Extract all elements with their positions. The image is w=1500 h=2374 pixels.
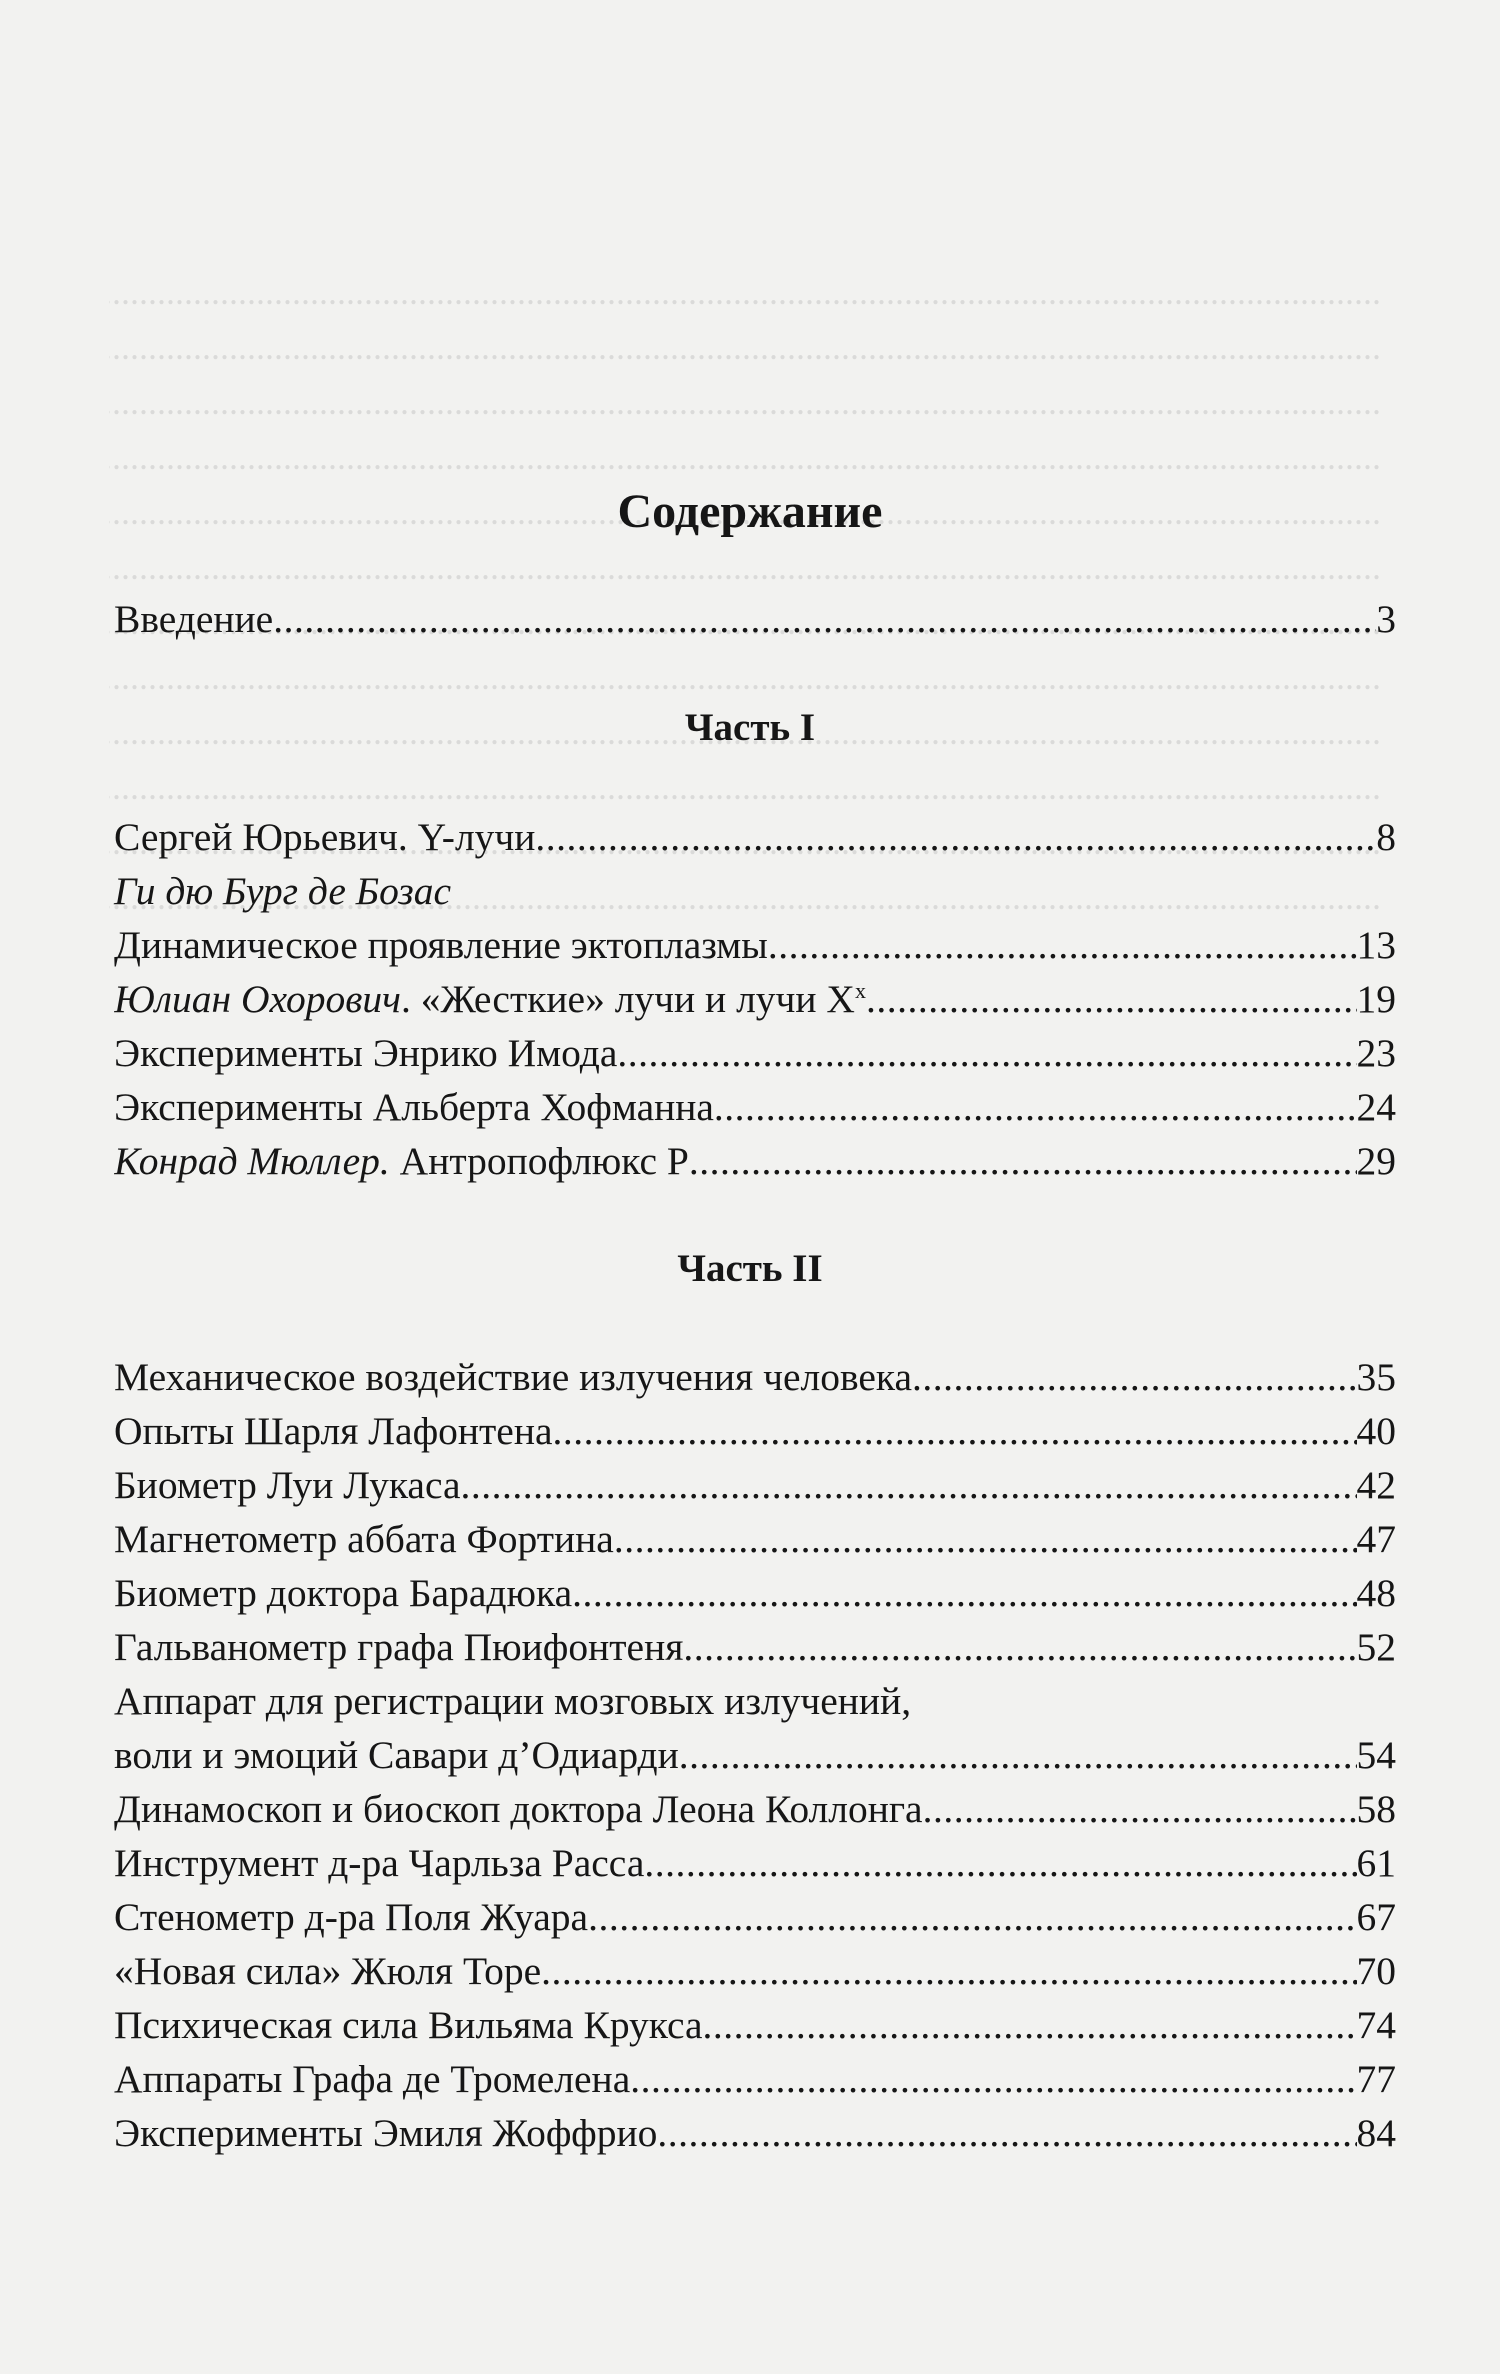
toc-heading: Содержание bbox=[617, 485, 883, 538]
entry-title-wrap bbox=[114, 972, 866, 1026]
toc-entry-intro[interactable] bbox=[114, 592, 1396, 646]
toc-entry[interactable] bbox=[114, 1512, 1396, 1566]
leader-dots bbox=[644, 1836, 1356, 1890]
entry-page: 24 bbox=[1356, 1085, 1396, 1129]
toc-entry[interactable] bbox=[114, 1944, 1396, 1998]
entry-title: Эксперименты Альберта Хофманна bbox=[114, 1085, 714, 1129]
entry-page: 67 bbox=[1356, 1895, 1396, 1939]
toc-entry[interactable] bbox=[114, 1404, 1396, 1458]
entry-title: Биометр доктора Барадюка bbox=[114, 1571, 573, 1615]
toc-entry[interactable] bbox=[114, 1890, 1396, 1944]
toc-entry[interactable] bbox=[114, 1350, 1396, 1404]
entry-page: 40 bbox=[1356, 1409, 1396, 1453]
toc-entry[interactable] bbox=[114, 2106, 1396, 2160]
entry-page: 84 bbox=[1356, 2111, 1396, 2155]
entry-title: Антропофлюкс P bbox=[389, 1139, 689, 1183]
entry-page: 23 bbox=[1356, 1031, 1396, 1075]
leader-dots bbox=[572, 1566, 1356, 1620]
entry-page: 29 bbox=[1356, 1139, 1396, 1183]
entry-title: Магнетометр аббата Фортина bbox=[114, 1517, 614, 1561]
leader-dots bbox=[553, 1404, 1357, 1458]
entry-title: Стенометр д-ра Поля Жуара bbox=[114, 1895, 589, 1939]
entry-page: 70 bbox=[1356, 1949, 1396, 1993]
entry-page: 35 bbox=[1356, 1355, 1396, 1399]
leader-dots bbox=[714, 1080, 1357, 1134]
toc-entry[interactable] bbox=[114, 1080, 1396, 1134]
entry-title: Инструмент д-ра Чарльза Расса bbox=[114, 1841, 645, 1885]
toc-entry[interactable] bbox=[114, 1836, 1396, 1890]
toc-entry[interactable] bbox=[114, 1566, 1396, 1620]
leader-dots bbox=[535, 810, 1376, 864]
leader-dots bbox=[679, 1728, 1357, 1782]
entry-page: 58 bbox=[1356, 1787, 1396, 1831]
toc-entry[interactable] bbox=[114, 1620, 1396, 1674]
entry-title: Биометр Луи Лукаса bbox=[114, 1463, 461, 1507]
leader-dots bbox=[923, 1782, 1357, 1836]
entry-title: . «Жесткие» лучи и лучи X bbox=[401, 977, 855, 1021]
entry-title: Аппараты Графа де Тромелена bbox=[114, 2057, 631, 2101]
entry-title: Эксперименты Энрико Имода bbox=[114, 1031, 618, 1075]
entry-page: 48 bbox=[1356, 1571, 1396, 1615]
entry-page: 19 bbox=[1356, 977, 1396, 1021]
entry-page: 3 bbox=[1376, 597, 1396, 641]
toc-entry[interactable] bbox=[114, 972, 1396, 1026]
leader-dots bbox=[273, 592, 1376, 646]
entry-author: Юлиан Охорович bbox=[114, 977, 402, 1021]
leader-dots bbox=[657, 2106, 1356, 2160]
entry-page: 61 bbox=[1356, 1841, 1396, 1885]
entry-author: Ги дю Бург де Бозас bbox=[114, 869, 452, 913]
leader-dots bbox=[588, 1890, 1356, 1944]
leader-dots bbox=[683, 1620, 1356, 1674]
toc-entry[interactable] bbox=[114, 1458, 1396, 1512]
part-2-heading: Часть II bbox=[677, 1247, 823, 1290]
leader-dots bbox=[912, 1350, 1356, 1404]
leader-dots bbox=[703, 1998, 1357, 2052]
entry-page: 74 bbox=[1356, 2003, 1396, 2047]
entry-title: Динамическое проявление эктоплазмы bbox=[114, 923, 768, 967]
entry-page: 77 bbox=[1356, 2057, 1396, 2101]
toc-entry[interactable] bbox=[114, 2052, 1396, 2106]
entry-title: «Новая сила» Жюля Торе bbox=[114, 1949, 542, 1993]
toc-entry[interactable] bbox=[114, 810, 1396, 864]
leader-dots bbox=[689, 1134, 1357, 1188]
toc-entry[interactable] bbox=[114, 918, 1396, 972]
toc-entry[interactable] bbox=[114, 1998, 1396, 2052]
entry-title: Гальванометр графа Пюифонтеня bbox=[114, 1625, 684, 1669]
leader-dots bbox=[461, 1458, 1357, 1512]
entry-title: воли и эмоций Савари д’Одиарди bbox=[114, 1733, 679, 1777]
entry-page: 52 bbox=[1356, 1625, 1396, 1669]
entry-page: 13 bbox=[1356, 923, 1396, 967]
entry-page: 42 bbox=[1356, 1463, 1396, 1507]
toc-entry[interactable] bbox=[114, 1782, 1396, 1836]
entry-title-wrap bbox=[114, 1134, 689, 1188]
entry-title: Сергей Юрьевич. Y-лучи bbox=[114, 815, 536, 859]
part-1-heading: Часть I bbox=[684, 706, 816, 749]
entry-title: Психическая сила Вильяма Крукса bbox=[114, 2003, 703, 2047]
entry-superscript: x bbox=[854, 977, 866, 1003]
entry-title: Динамоскоп и биоскоп доктора Леона Коллонга bbox=[114, 1787, 923, 1831]
entry-title: Введение bbox=[114, 597, 274, 641]
leader-dots bbox=[768, 918, 1357, 972]
leader-dots bbox=[614, 1512, 1357, 1566]
leader-dots bbox=[866, 972, 1357, 1026]
entry-title-line1: Аппарат для регистрации мозговых излучений, bbox=[114, 1679, 912, 1723]
entry-page: 54 bbox=[1356, 1733, 1396, 1777]
leader-dots bbox=[630, 2052, 1356, 2106]
toc-entry[interactable] bbox=[114, 1134, 1396, 1188]
leader-dots bbox=[617, 1026, 1356, 1080]
entry-page: 47 bbox=[1356, 1517, 1396, 1561]
entry-title: Опыты Шарля Лафонтена bbox=[114, 1409, 553, 1453]
entry-author: Конрад Мюллер. bbox=[114, 1139, 390, 1183]
toc-entry[interactable] bbox=[114, 1728, 1396, 1782]
entry-title: Эксперименты Эмиля Жоффрио bbox=[114, 2111, 658, 2155]
entry-page: 8 bbox=[1376, 815, 1396, 859]
leader-dots bbox=[541, 1944, 1356, 1998]
toc-entry[interactable] bbox=[114, 1026, 1396, 1080]
entry-title: Механическое воздействие излучения человека bbox=[114, 1355, 913, 1399]
